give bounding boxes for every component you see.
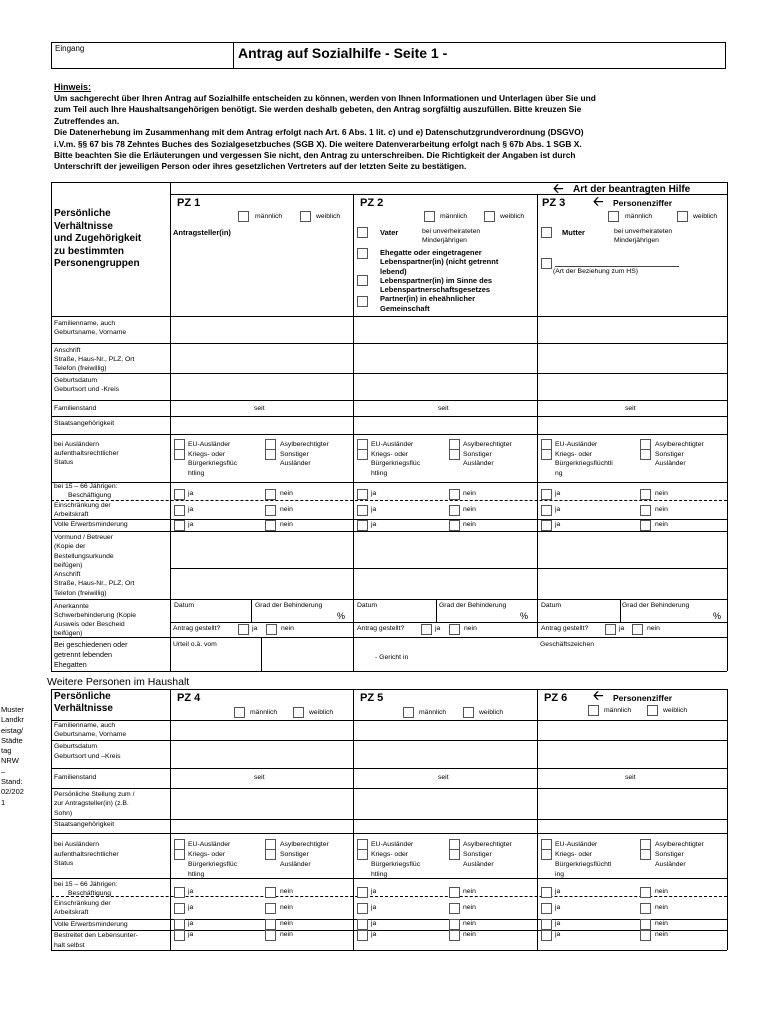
checkbox-weiblich[interactable]: [647, 705, 658, 716]
ja-label: ja: [555, 490, 561, 497]
datum-label: Datum: [357, 602, 378, 609]
antrag-gestellt-label: Antrag gestellt?: [173, 625, 221, 632]
page-title: Antrag auf Sozialhilfe - Seite 1 -: [238, 45, 448, 61]
status-text: EU-Ausländer Kriegs- oder Bürgerkriegsflüchtli ng: [555, 441, 613, 477]
checkbox-kriegsfluechtling[interactable]: [541, 449, 552, 460]
nein-label: nein: [655, 490, 668, 497]
ja-label: ja: [371, 490, 377, 497]
ja-label: ja: [555, 888, 561, 895]
familienname-label: Familienname, auch Geburtsname, Vorname: [54, 320, 127, 336]
urteil-label: Urteil o.ä. vom: [173, 641, 217, 648]
antrag-gestellt-label: Antrag gestellt?: [541, 625, 589, 632]
nein-label: nein: [280, 521, 293, 528]
antrag-gestellt-label: Antrag gestellt?: [357, 625, 405, 632]
checkbox-nein[interactable]: [640, 930, 651, 941]
hinweis-text: [54, 93, 734, 173]
checkbox-antrag-nein[interactable]: [449, 624, 460, 635]
weiblich-label: weiblich: [309, 709, 334, 716]
ja-label: ja: [371, 521, 377, 528]
status-text: EU-Ausländer Kriegs- oder Bürgerkriegsflüc htling: [188, 841, 238, 878]
maennlich-label: männlich: [625, 213, 653, 220]
ja-label: ja: [188, 490, 194, 497]
status-text: Asylberechtigter Sonstiger Ausländer: [280, 441, 329, 467]
checkbox-ja[interactable]: [541, 505, 552, 516]
checkbox-kriegsfluechtling[interactable]: [174, 849, 185, 860]
seit-label: seit: [254, 405, 265, 412]
checkbox-beziehung[interactable]: [541, 258, 552, 269]
checkbox-antrag-nein[interactable]: [266, 624, 277, 635]
arrow-left-icon: 🡠: [593, 688, 604, 703]
checkbox-ja[interactable]: [541, 903, 552, 914]
checkbox-sonstiger[interactable]: [449, 449, 460, 460]
personenziffer-label: Personenziffer: [613, 693, 673, 703]
status-text: EU-Ausländer Kriegs- oder Bürgerkriegsflüc htling: [371, 841, 421, 878]
checkbox-weiblich[interactable]: [463, 707, 474, 718]
checkbox-ja[interactable]: [174, 505, 185, 516]
nein-label: nein: [655, 521, 668, 528]
checkbox-nein[interactable]: [449, 489, 460, 500]
nein-label: nein: [463, 920, 476, 927]
minderjaehrigen-label: Minderjährigen: [614, 237, 659, 244]
checkbox-nein[interactable]: [640, 887, 651, 898]
checkbox-antrag-ja[interactable]: [238, 624, 249, 635]
checkbox-ja[interactable]: [174, 887, 185, 898]
schwerbehinderung-label: Anerkannte Schwerbehinderung (Kopie Ausweis oder Bescheid beifügen): [54, 603, 136, 637]
checkbox-nein[interactable]: [265, 520, 276, 531]
checkbox-sonstiger[interactable]: [265, 449, 276, 460]
nein-label: nein: [463, 506, 476, 513]
hinweis-line: zum Teil auch Ihre Haushaltsangehörigen benötigt. Sie werden deshalb gebeten, den Antrag sorgfältig auszufüllen. Bitte kreuzen Sie: [54, 104, 582, 115]
ja-label: ja: [555, 931, 561, 938]
nein-label: nein: [463, 931, 476, 938]
arrow-left-icon: 🡠: [553, 181, 564, 196]
checkbox-nein[interactable]: [449, 887, 460, 898]
nein-label: nein: [280, 888, 293, 895]
checkbox-nein[interactable]: [449, 520, 460, 531]
checkbox-ja[interactable]: [174, 930, 185, 941]
nein-label: nein: [655, 931, 668, 938]
pz2-label: PZ 2: [360, 197, 384, 209]
checkbox-nein[interactable]: [265, 887, 276, 898]
seit-label: seit: [438, 774, 449, 781]
checkbox-antrag-ja[interactable]: [605, 624, 616, 635]
seit-label: seit: [625, 774, 636, 781]
pz3-label: PZ 3: [542, 197, 566, 209]
checkbox-nein[interactable]: [265, 489, 276, 500]
checkbox-sonstiger[interactable]: [640, 849, 651, 860]
checkbox-nein[interactable]: [640, 489, 651, 500]
checkbox-nein[interactable]: [640, 505, 651, 516]
checkbox-ja[interactable]: [174, 520, 185, 531]
status-text: EU-Ausländer Kriegs- oder Bürgerkriegsflüc htling: [188, 441, 238, 477]
section-title: Persönliche Verhältnisse: [54, 691, 113, 714]
status-text: EU-Ausländer Kriegs- oder Bürgerkriegsflüc htling: [371, 441, 421, 477]
nein-label: nein: [463, 888, 476, 895]
checkbox-ja[interactable]: [357, 489, 368, 500]
einschraenkung-label: Einschränkung der Arbeitskraft: [54, 502, 111, 518]
ja-label: ja: [371, 920, 377, 927]
nein-label: nein: [280, 920, 293, 927]
nein-label: nein: [463, 521, 476, 528]
minderjaehrigen-label: Minderjährigen: [422, 237, 467, 244]
ehegatte-text: Ehegatte oder eingetragener Lebenspartner(in) (nicht getrennt lebend) Lebenspartner(in) im Sinne des Lebenspartnerschaftsgesetzes Partner(in) in eheähnlicher Gemeinschaft: [380, 248, 499, 313]
status-text: Asylberechtigter Sonstiger Ausländer: [463, 841, 512, 868]
bei-unverheirateten-label: bei unverheirateten: [614, 228, 673, 235]
weiblich-label: weiblich: [693, 213, 718, 220]
eingang-label: Eingang: [55, 44, 85, 53]
personenziffer-label: Personenziffer: [613, 198, 673, 208]
bei-unverheirateten-label: bei unverheirateten: [422, 228, 481, 235]
checkbox-maennlich[interactable]: [608, 211, 619, 222]
seit-label: seit: [625, 405, 636, 412]
checkbox-nein[interactable]: [265, 930, 276, 941]
nein-label: nein: [280, 506, 293, 513]
ja-label: ja: [619, 625, 625, 632]
checkbox-partner[interactable]: [357, 296, 368, 307]
anschrift-label: Anschrift Straße, Haus-Nr., PLZ, Ort Telefon (freiwillig): [54, 347, 135, 372]
checkbox-kriegsfluechtling[interactable]: [357, 449, 368, 460]
percent-label: %: [520, 611, 529, 621]
ja-label: ja: [555, 920, 561, 927]
checkbox-nein[interactable]: [640, 903, 651, 914]
nein-label: nein: [280, 490, 293, 497]
maennlich-label: männlich: [604, 707, 632, 714]
nein-label: nein: [280, 904, 293, 911]
checkbox-ja[interactable]: [541, 489, 552, 500]
checkbox-nein[interactable]: [265, 505, 276, 516]
checkbox-maennlich[interactable]: [238, 211, 249, 222]
datum-label: Datum: [541, 602, 562, 609]
ja-label: ja: [188, 904, 194, 911]
checkbox-weiblich[interactable]: [677, 211, 688, 222]
header-divider: [233, 42, 234, 69]
status-text: Asylberechtigter Sonstiger Ausländer: [655, 441, 704, 467]
weiblich-label: weiblich: [663, 707, 688, 714]
grad-label: Grad der Behinderung: [622, 602, 690, 609]
nein-label: nein: [463, 490, 476, 497]
seit-label: seit: [438, 405, 449, 412]
checkbox-kriegsfluechtling[interactable]: [541, 849, 552, 860]
pz5-label: PZ 5: [360, 692, 384, 704]
checkbox-nein[interactable]: [449, 903, 460, 914]
stellung-label: Persönliche Stellung zum / zur Antragsteller(in) (z.B. Sohn): [54, 791, 135, 817]
maennlich-label: männlich: [255, 213, 283, 220]
checkbox-ja[interactable]: [541, 520, 552, 531]
checkbox-nein[interactable]: [640, 919, 651, 930]
antragsteller-label: Antragsteller(in): [173, 228, 231, 237]
grad-label: Grad der Behinderung: [439, 602, 507, 609]
maennlich-label: männlich: [440, 213, 468, 220]
ja-label: ja: [555, 506, 561, 513]
art-hilfe-label: Art der beantragten Hilfe: [573, 184, 691, 195]
nein-label: nein: [655, 888, 668, 895]
nein-label: nein: [463, 904, 476, 911]
ja-label: ja: [435, 625, 441, 632]
pz1-label: PZ 1: [177, 197, 201, 209]
checkbox-maennlich[interactable]: [588, 705, 599, 716]
nein-label: nein: [464, 625, 477, 632]
ja-label: ja: [188, 506, 194, 513]
maennlich-label: männlich: [419, 709, 447, 716]
nein-label: nein: [280, 931, 293, 938]
beschaeftigung-label: bei 15 – 66 Jährigen: Beschäftigung: [54, 483, 118, 499]
hinweis-line: Um sachgerecht über Ihren Antrag auf Sozialhilfe entscheiden zu können, werden von Ihnen Informationen und Unterlagen über Sie und: [54, 93, 596, 103]
volle-em-label: Volle Erwerbsminderung: [54, 921, 128, 928]
familienstand-label: Familienstand: [54, 774, 97, 781]
nein-label: nein: [655, 904, 668, 911]
arrow-left-icon: 🡠: [593, 194, 604, 209]
hinweis-line: Die Datenerhebung im Zusammenhang mit dem Antrag erfolgt nach Art. 6 Abs. 1 lit. c) und e) Datenschutzgrundverordnung (DSGVO): [54, 127, 584, 138]
hinweis-line: Zutreffendes an.: [54, 115, 120, 126]
checkbox-kriegsfluechtling[interactable]: [357, 849, 368, 860]
geschieden-label: Bei geschiedenen oder getrennt lebenden Ehegatten: [54, 640, 128, 669]
auslaender-status-label: bei Ausländern aufenthaltsrechtlicher Status: [54, 441, 119, 466]
weiblich-label: weiblich: [479, 709, 504, 716]
percent-label: %: [713, 611, 722, 621]
hinweis-line: Unterschrift der jeweiligen Person oder ihres gesetzlichen Vertreters auf der letzten Seite zu bestätigen.: [54, 161, 467, 172]
checkbox-sonstiger[interactable]: [265, 849, 276, 860]
ja-label: ja: [252, 625, 258, 632]
checkbox-maennlich[interactable]: [424, 211, 435, 222]
beziehung-line[interactable]: [555, 266, 679, 267]
checkbox-ja[interactable]: [357, 887, 368, 898]
status-text: Asylberechtigter Sonstiger Ausländer: [280, 841, 329, 868]
checkbox-maennlich[interactable]: [234, 707, 245, 718]
checkbox-antrag-ja[interactable]: [421, 624, 432, 635]
checkbox-ja[interactable]: [541, 930, 552, 941]
seit-label: seit: [254, 774, 265, 781]
status-text: EU-Ausländer Kriegs- oder Bürgerkriegsflüchtl ing: [555, 841, 612, 878]
ja-label: ja: [371, 904, 377, 911]
nein-label: nein: [655, 920, 668, 927]
weiblich-label: weiblich: [316, 213, 341, 220]
staatsangehoerigkeit-label: Staatsangehörigkeit: [54, 420, 115, 427]
beziehung-label: (Art der Beziehung zum HS): [553, 268, 638, 275]
checkbox-ja[interactable]: [174, 903, 185, 914]
gericht-label: - Gericht in: [375, 654, 409, 661]
pz6-label: PZ 6: [544, 692, 568, 704]
checkbox-ja[interactable]: [357, 930, 368, 941]
vormund-label: Vormund / Betreuer (Kopie der Bestellungsurkunde beifügen) Anschrift Straße, Haus-Nr., PLZ, Ort Telefon (freiwillig): [54, 534, 135, 597]
section-title: Persönliche Verhältnisse und Zugehörigkeit zu bestimmten Personengruppen: [54, 208, 142, 269]
staatsangehoerigkeit-label: Staatsangehörigkeit: [54, 821, 115, 828]
mutter-label: Mutter: [562, 228, 585, 237]
geburtsdatum-label: Geburtsdatum Geburtsort und –Kreis: [54, 743, 121, 760]
checkbox-weiblich[interactable]: [300, 211, 311, 222]
sidebar-note: Muster Landkr eistag/ Städte tag NRW – Stand: 02/202 1: [1, 705, 24, 807]
geschaeftszeichen-label: Geschäftszeichen: [540, 641, 595, 648]
ja-label: ja: [371, 506, 377, 513]
weiblich-label: weiblich: [500, 213, 525, 220]
volle-em-label: Volle Erwerbsminderung: [54, 521, 128, 528]
checkbox-ehegatte[interactable]: [357, 248, 368, 259]
bestreitet-label: Bestreitet den Lebensunter- halt selbst: [54, 932, 138, 949]
checkbox-maennlich[interactable]: [403, 707, 414, 718]
ja-label: ja: [188, 920, 194, 927]
checkbox-ja[interactable]: [541, 887, 552, 898]
grad-label: Grad der Behinderung: [255, 602, 323, 609]
nein-label: nein: [655, 506, 668, 513]
nein-label: nein: [281, 625, 294, 632]
checkbox-ja[interactable]: [357, 505, 368, 516]
weitere-personen-heading: Weitere Personen im Haushalt: [47, 676, 190, 688]
checkbox-ja[interactable]: [357, 903, 368, 914]
checkbox-sonstiger[interactable]: [640, 449, 651, 460]
vater-label: Vater: [380, 228, 399, 237]
beschaeftigung-label: bei 15 – 66 Jährigen: Beschäftigung: [54, 881, 118, 897]
checkbox-nein[interactable]: [265, 919, 276, 930]
hinweis-line: Bitte beachten Sie die Erläuterungen und vergessen Sie nicht, den Antrag zu unterschreiben. Die Richtigkeit der Angaben ist durch: [54, 150, 576, 161]
checkbox-ja[interactable]: [357, 520, 368, 531]
checkbox-kriegsfluechtling[interactable]: [174, 449, 185, 460]
checkbox-ja[interactable]: [174, 489, 185, 500]
auslaender-status-label: bei Ausländern aufenthaltsrechtlicher Status: [54, 841, 119, 867]
ja-label: ja: [371, 888, 377, 895]
percent-label: %: [337, 611, 346, 621]
checkbox-ja[interactable]: [541, 919, 552, 930]
checkbox-nein[interactable]: [640, 520, 651, 531]
hinweis-heading: Hinweis:: [54, 82, 92, 92]
einschraenkung-label: Einschränkung der Arbeitskraft: [54, 900, 111, 916]
maennlich-label: männlich: [250, 709, 278, 716]
checkbox-lebenspartner[interactable]: [357, 275, 368, 286]
ja-label: ja: [188, 888, 194, 895]
checkbox-sonstiger[interactable]: [449, 849, 460, 860]
checkbox-weiblich[interactable]: [484, 211, 495, 222]
checkbox-nein[interactable]: [265, 903, 276, 914]
checkbox-nein[interactable]: [449, 505, 460, 516]
pz4-label: PZ 4: [177, 692, 201, 704]
hinweis-line: i.V.m. §§ 67 bis 78 Zehntes Buches des Sozialgesetzbuches (SGB X). Die weitere Datenverarbeitung erfolgt nach § 67b Abs. 1 SGB X.: [54, 138, 582, 149]
familienstand-label: Familienstand: [54, 405, 97, 412]
checkbox-mutter[interactable]: [541, 227, 552, 238]
ja-label: ja: [188, 521, 194, 528]
ja-label: ja: [555, 904, 561, 911]
ja-label: ja: [555, 521, 561, 528]
checkbox-nein[interactable]: [449, 930, 460, 941]
ja-label: ja: [371, 931, 377, 938]
status-text: Asylberechtigter Sonstiger Ausländer: [655, 841, 704, 868]
checkbox-vater[interactable]: [357, 227, 368, 238]
checkbox-nein[interactable]: [449, 919, 460, 930]
geburtsdatum-label: Geburtsdatum Geburtsort und -Kreis: [54, 377, 119, 393]
checkbox-weiblich[interactable]: [293, 707, 304, 718]
checkbox-ja[interactable]: [174, 919, 185, 930]
ja-label: ja: [188, 931, 194, 938]
familienname-label: Familienname, auch Geburtsname, Vorname: [54, 722, 127, 738]
checkbox-antrag-nein[interactable]: [632, 624, 643, 635]
checkbox-ja[interactable]: [357, 919, 368, 930]
datum-label: Datum: [174, 602, 195, 609]
nein-label: nein: [647, 625, 660, 632]
status-text: Asylberechtigter Sonstiger Ausländer: [463, 441, 512, 467]
